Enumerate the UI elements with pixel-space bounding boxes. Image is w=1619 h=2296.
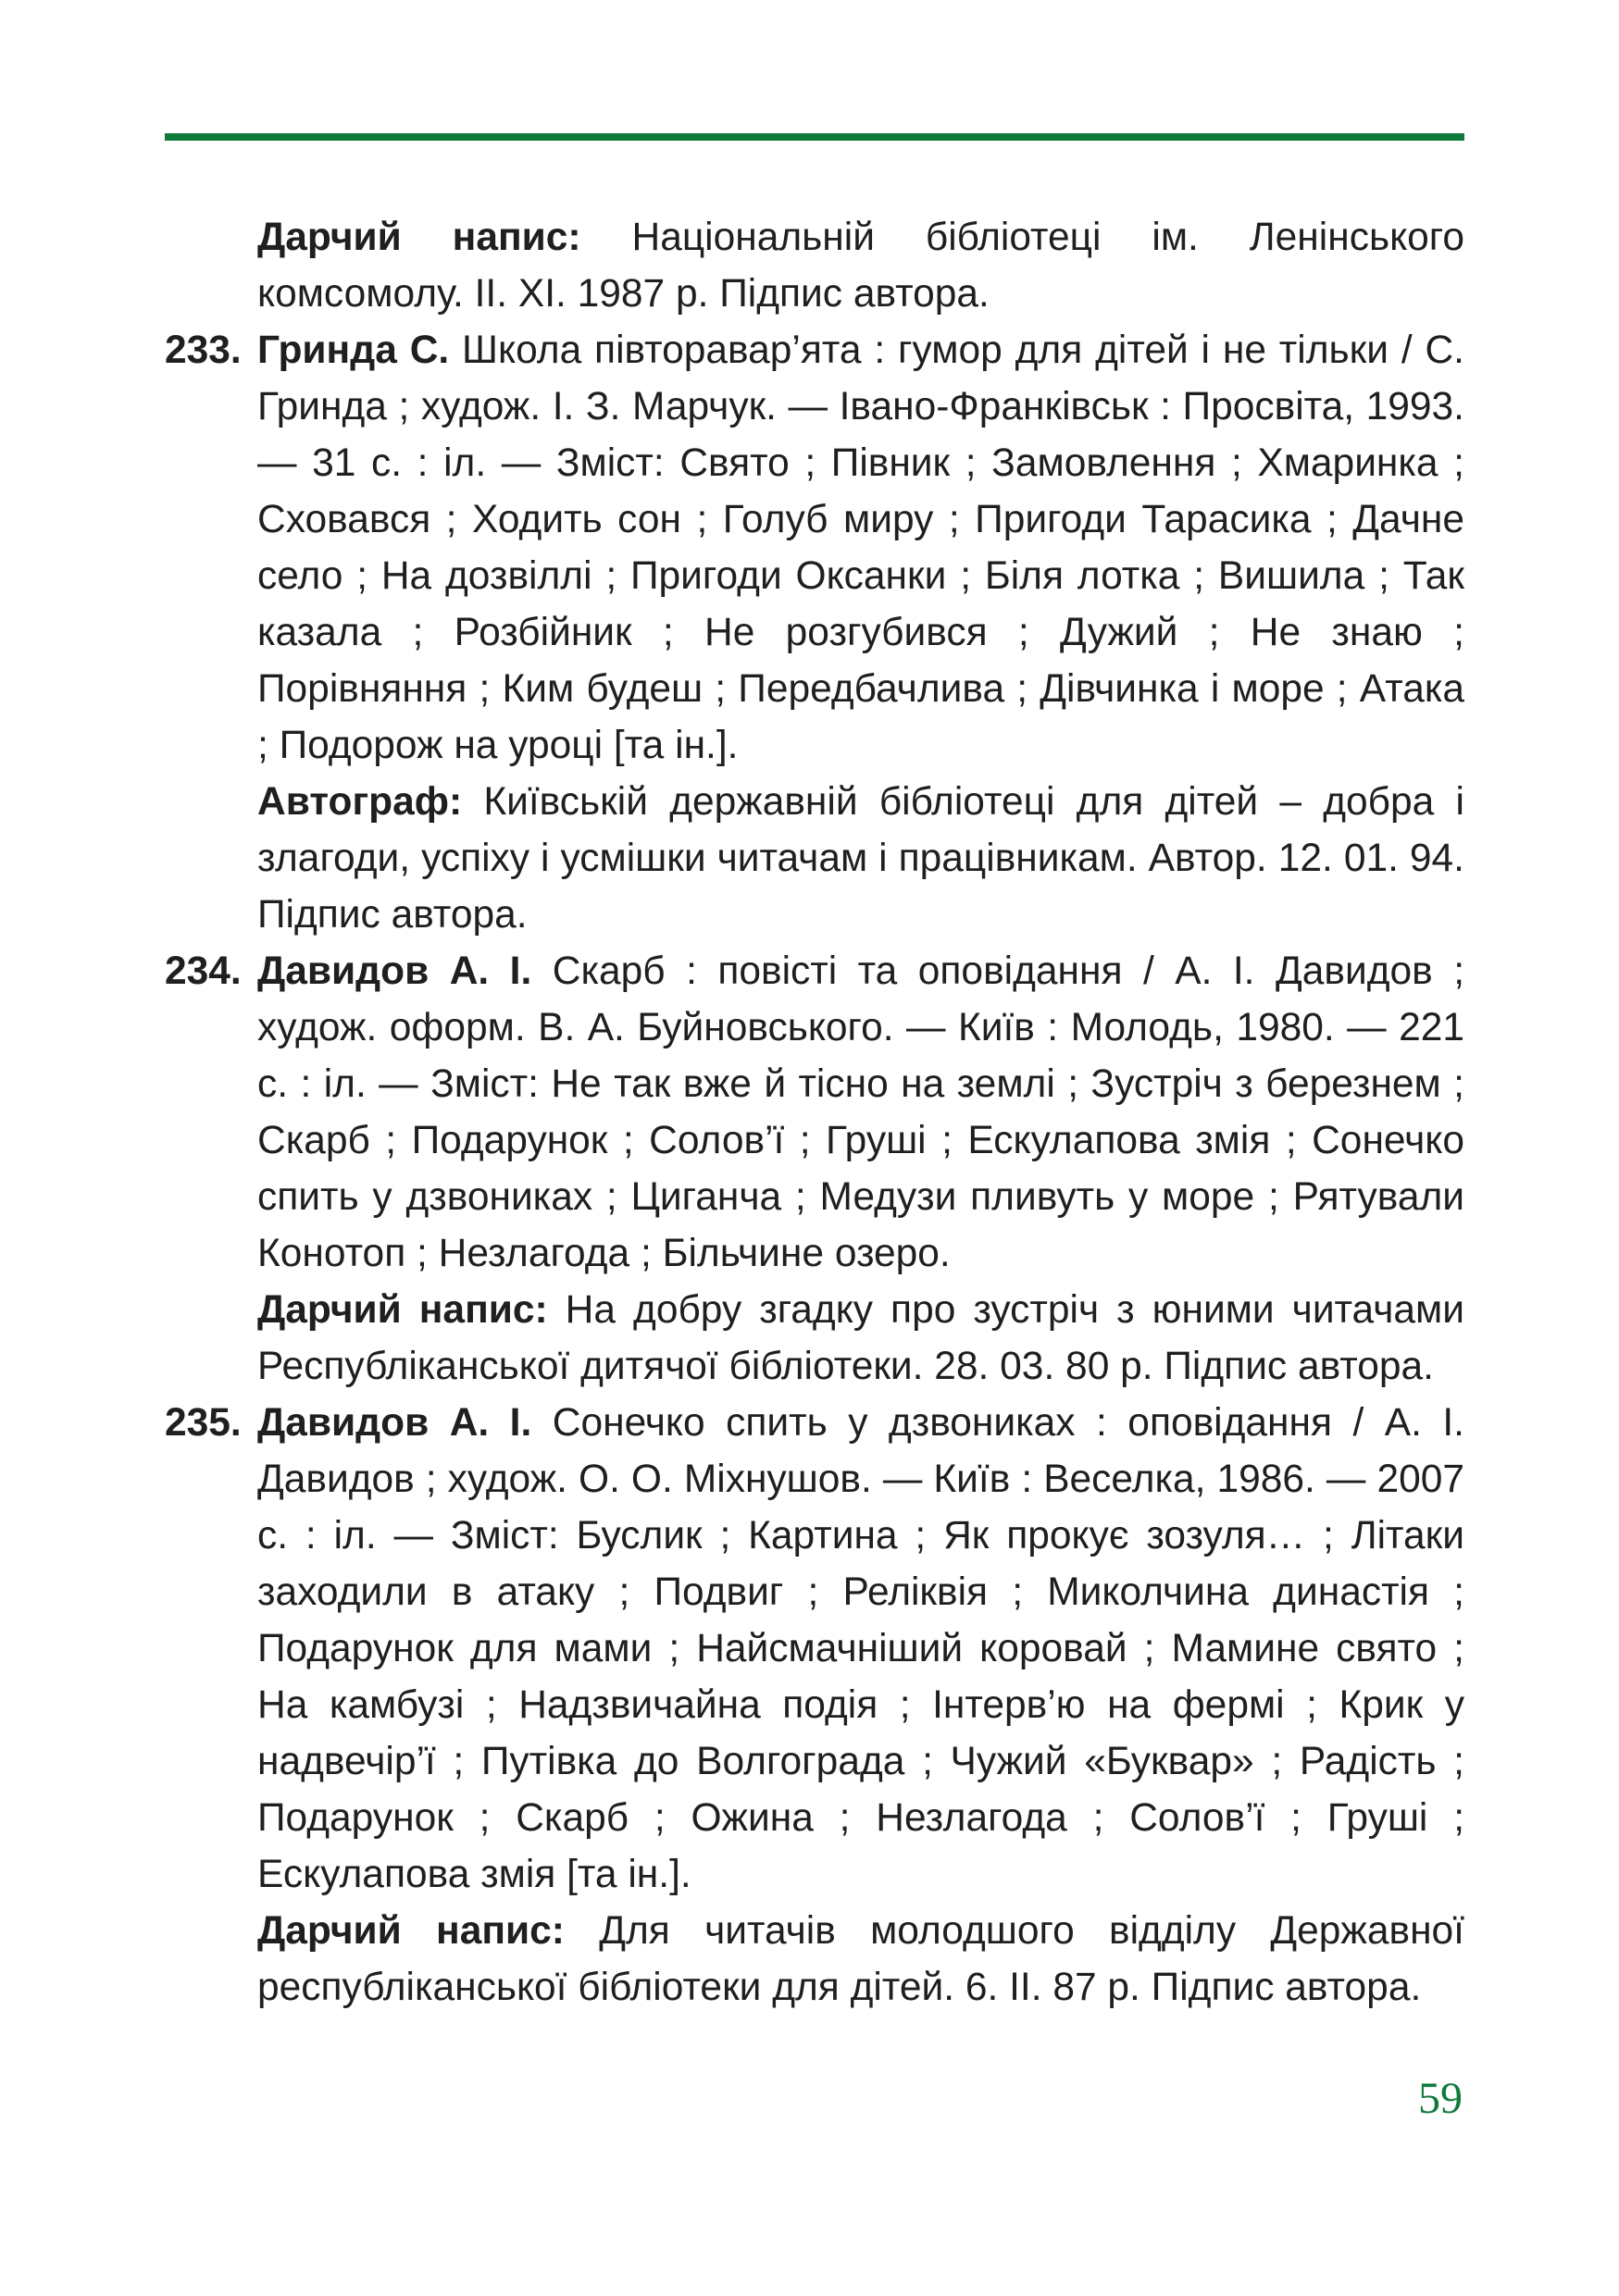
note-text: Для читачів молодшого відділу Державної республіканської бібліотеки для дітей. 6. ІІ. 87 р. Підпис автора. [257, 1909, 1464, 2009]
entry-text: Сонечко спить у дзвониках : оповідання / А. І. Давидов ; худож. О. О. Міхнушов. — Київ : Веселка, 1986. — 2007 с. : іл. — Зміст: Буслик ; Картина ; Як прокує зозуля… ; Літаки заходили в атаку ; Подвиг ; Реліквія ; Миколчина династія ; Подарунок для мами ; Найсмачніший коровай ; Мамине свято ; На камбузі ; Надзвичайна подія ; Інтерв’ю на фермі ; Крик у надвечір’ї ; Путівка до Волгограда ; Чужий «Буквар» ; Радість ; Подарунок ; Скарб ; Ожина ; Незлагода ; Солов’ї ; Груші ; Ескулапова змія [та ін.]. [257, 1401, 1464, 1896]
note-label: Дарчий напис: [257, 1288, 548, 1332]
entry-235 [165, 1395, 1464, 2016]
entry-author: Давидов А. І. [257, 949, 532, 993]
page-content [165, 209, 1464, 2016]
note-text: На добру згадку про зустріч з юними читачами Республіканської дитячої бібліотеки. 28. 03. 80 р. Підпис автора. [257, 1288, 1464, 1388]
entry-note [257, 1282, 1464, 1395]
entry-note [257, 774, 1464, 943]
note-label: Автограф: [257, 780, 463, 824]
header-rule [165, 133, 1464, 141]
entry-description [257, 1395, 1464, 1903]
entry-note [257, 1903, 1464, 2016]
entry-author: Давидов А. І. [257, 1401, 532, 1445]
note-text: Київській державній бібліотеці для дітей – добра і злагоди, успіху і усмішки читачам і працівникам. Автор. 12. 01. 94. Підпис автора. [257, 780, 1464, 937]
entry-233 [165, 322, 1464, 943]
page-number: 59 [1418, 2074, 1463, 2123]
entry-text: Школа півторавар’ята : гумор для дітей і не тільки / С. Гринда ; худож. І. З. Марчук. — Івано-Франківськ : Просвіта, 1993. — 31 с. : іл. — Зміст: Свято ; Півник ; Замовлення ; Хмаринка ; Сховався ; Ходить сон ; Голуб миру ; Пригоди Тарасика ; Дачне село ; На дозвіллі ; Пригоди Оксанки ; Біля лотка ; Вишила ; Так казала ; Розбійник ; Не розгубився ; Дужий ; Не знаю ; Порівняння ; Ким будеш ; Передбачлива ; Дівчинка і море ; Атака ; Подорож на уроці [та ін.]. [257, 329, 1464, 767]
continued-dedication [165, 209, 1464, 322]
note-label: Дарчий напис: [257, 1909, 565, 1953]
entry-author: Гринда С. [257, 329, 450, 372]
entry-number: 233. [165, 329, 242, 372]
entry-number: 235. [165, 1401, 242, 1445]
dedication-text: Національній бібліотеці ім. Ленінського комсомолу. ІІ. ХІ. 1987 р. Підпис автора. [257, 216, 1464, 316]
entry-description [257, 322, 1464, 774]
entry-text: Скарб : повісті та оповідання / А. І. Давидов ; худож. оформ. В. А. Буйновського. — Київ : Молодь, 1980. — 221 с. : іл. — Зміст: Не так вже й тісно на землі ; Зустріч з березнем ; Скарб ; Подарунок ; Солов’ї ; Груші ; Ескулапова змія ; Сонечко спить у дзвониках ; Циганча ; Медузи пливуть у море ; Рятували Конотоп ; Незлагода ; Більчине озеро. [257, 949, 1465, 1275]
entry-number: 234. [165, 949, 242, 993]
dedication-label: Дарчий напис: [257, 216, 581, 259]
entry-234 [165, 943, 1464, 1395]
entry-description [257, 943, 1464, 1282]
